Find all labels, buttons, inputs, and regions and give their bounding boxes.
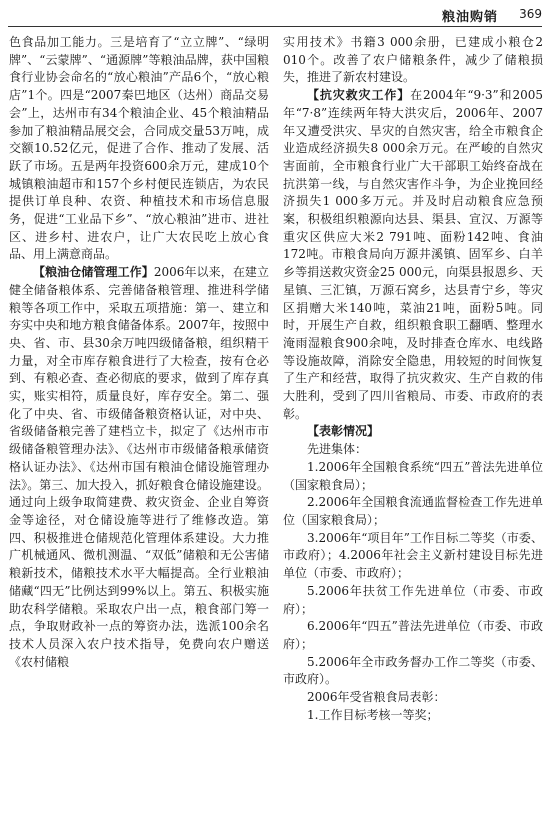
honor-item: 2.2006年全国粮食流通监督检查工作先进单位（国家粮食局）； <box>283 495 543 527</box>
honor-item: 5.2006年全市政务督办工作二等奖（市委、市政府）。 <box>283 654 543 687</box>
left-column <box>9 34 269 671</box>
disaster-section-text: 在2004年“9·3”和2005年“7·8”连续两年特大洪灾后，2006年、2007年又遭受洪灾、旱灾的自然灾害，给全市粮食企业造成经济损失8 000余万元。在严峻的自然灾害面前，全市粮食行业广大干部职工始终奋战在抗洪第一线，与自然灾害作斗争，为企业挽回经济损失1 000多万元。并及时启动粮食应急预案，积极组织粮源向达县、渠县、宣汉、万源等重灾区供应大米2 791吨、面粉142吨、食油172吨。市粮食局向万源井溪镇、固军乡、白羊乡等捐送救灾资金25 000元，向渠县报恩乡、天星镇、三汇镇，万源石窝乡，达县青宁乡，等灾区捐赠大米140吨，菜油21吨，面粉5吨。同时，开展生产自救，组织粮食职工翻晒、整理水淹雨湿粮食900余吨，及时排查仓库水、电线路等设施故障，消除安全隐患，用较短的时间恢复了生产和经营，取得了抗灾救灾、生产自救的伟大胜利，受到了四川省粮局、市委、市政府的表彰。 <box>283 88 543 421</box>
honors-section-title: 【表彰情况】 <box>307 424 380 439</box>
province-honors-intro: 2006年受省粮食局表彰： <box>307 690 446 705</box>
honors-paragraph <box>283 423 543 441</box>
page-header <box>0 4 550 24</box>
storage-continued: 实用技术》书籍3 000余册，已建成小粮仓2 010个。改善了农户储粮条件，减少了储粮损失，推进了新农村建设。 <box>283 35 543 85</box>
storage-section-text: 2006年以来，在建立健全储备粮体系、完善储备粮管理、推进科学储粮等各项工作中，采取五项措施：第一、建立和夯实中央和地方粮食储备体系。2007年，按照中央、省、市、县30余万吨四级储备粮，组织精干力量，对全市库存粮食进行了大检查，按有仓必到、有粮必查、查必彻底的要求，做到了库存真实，账实相符，质量良好，库存安全。第二、强化了中央、省、市级储备粮资格认证，对中央、省级储备粮完善了建档立卡，拟定了《达州市市级储备粮管理办法》、《达州市市级储备粮承储资格认证办法》、《达州市国有粮油仓储设施管理办法》。第三、加大投入，抓好粮食仓储设施建设。通过向上级争取简建费、救灾资金、企业自筹资金等途径，对仓储设施等进行了维修改造。第四、积极推进仓储规范化管理体系建设。大力推广机械通风、微机测温、“双低”储粮和无公害储粮新技术，储粮技术水平大幅提高。全行业粮油储藏“四无”比例达到99%以上。第五、积极实施助农科学储粮。采取农户出一点，粮食部门筹一点，争取财政补一点的筹资办法，选派100余名技术人员深入农户技术指导，免费向农户赠送《农村储粮 <box>9 265 269 669</box>
page-number: 369 <box>519 7 542 21</box>
storage-paragraph <box>9 264 269 671</box>
honor-item: 3.2006年“项目年”工作目标二等奖（市委、市政府）；4.2006年社会主义新村建设目标先进单位（市委、市政府）； <box>283 530 543 581</box>
header-rule <box>8 26 542 27</box>
disaster-paragraph <box>283 87 543 423</box>
honor-item: 6.2006年“四五”普法先进单位（市委、市政府）； <box>283 619 543 651</box>
storage-section-title: 【粮油仓储管理工作】 <box>33 265 154 280</box>
honor-item: 5.2006年扶贫工作先进单位（市委、市政府）； <box>283 583 543 616</box>
honor-item: 1.2006年全国粮食系统“四五”普法先进单位（国家粮食局）； <box>283 459 543 492</box>
section-title: 粮油购销 <box>441 10 498 25</box>
honors-intro: 先进集体： <box>307 442 368 457</box>
province-honor-item: 1.工作目标考核一等奖； <box>307 707 439 722</box>
disaster-section-title: 【抗灾救灾工作】 <box>307 88 411 103</box>
right-column <box>283 34 543 724</box>
paragraph-continued: 色食品加工能力。三是培育了“立立牌”、“绿明牌”、“云蒙牌”、“通源牌”等粮油品牌，获中国粮食行业协会命名的“放心粮油”产品6个，“放心粮店”1个。四是“2007秦巴地区（达州）商品交易会”上，达州市有34个粮油企业、45个粮油精品参加了粮油精品展交会，合同成交量53万吨，成交额10.52亿元，促进了合作、推动了发展、活跃了市场。五是两年投资600余万元，建成10个城镇粮油超市和157个乡村便民连锁店，为农民提供订单良种、农资、种植技术和市场信息服务，促进“工业品下乡”、“放心粮油”进市、进社区、进乡村、进农户，让广大农民吃上放心食品、用上满意商品。 <box>9 35 269 262</box>
